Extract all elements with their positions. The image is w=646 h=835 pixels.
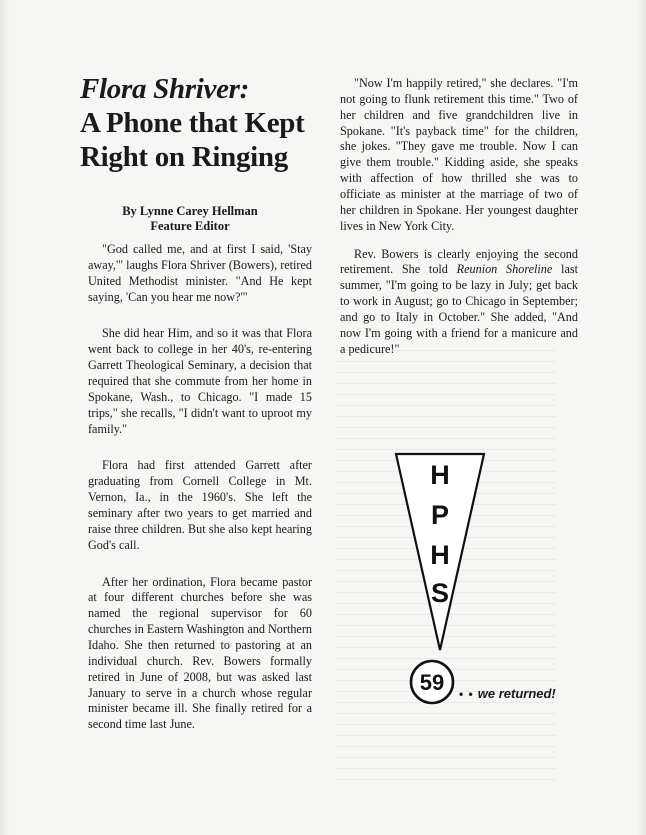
badge-number: 59 — [419, 670, 445, 695]
tagline-dots: • • — [459, 687, 474, 701]
pennant-letter: P — [430, 500, 450, 530]
paragraph: "God called me, and at first I said, 'Stay away,'" laughs Flora Shriver (Bowers), retired United Methodist minister. "And He kept saying, 'Can you hear me now?'" — [88, 242, 312, 304]
article-title — [80, 72, 320, 175]
class-year-badge — [409, 659, 455, 705]
left-column — [88, 242, 312, 754]
paragraph — [340, 247, 578, 358]
tagline — [459, 686, 569, 701]
paragraph: Flora had first attended Garrett after graduating from Cornell College in Mt. Vernon, Ia., in the 1960's. She left the seminary after two years to get married and raise three children. But she also kept hearing God's call. — [88, 458, 312, 552]
pennant-letter: H — [430, 540, 450, 570]
pennant-icon — [394, 452, 486, 652]
paragraph: "Now I'm happily retired," she declares. "I'm not going to flunk retirement this time." Two of her children and five grandchildren live in Spokane. "It's payback time" for the children, she jokes. "They gave me trouble. Now I can give them trouble." Kidding aside, she speaks with affection of how thrilled she was to officiate as minister at the marriage of two of her children in Spokane. Her youngest daughter lives in New York City. — [340, 76, 578, 233]
publication-name: Reunion Shoreline — [456, 262, 553, 277]
paragraph-text: last summer, "I'm going to be lazy in July; get back to work in August; go to Chicago in September; and go to Italy in October." She added, "And now I'm going with a friend for a manicure and a pedicure!" — [340, 262, 578, 356]
pennant-letter: H — [430, 460, 450, 490]
byline-author: By Lynne Carey Hellman — [122, 204, 258, 218]
tagline-text: we returned! — [477, 686, 556, 701]
paragraph: After her ordination, Flora became pastor at four different churches before she was named the regional supervisor for 60 churches in Eastern Washington and Northern Idaho. She then returned to pastoring at an individual church. Rev. Bowers formally retired in June of 2008, but was asked last January to serve in a church whose regular minister became ill. She finally retired for a second time last June. — [88, 574, 312, 732]
right-column — [340, 76, 578, 379]
pennant-letter: S — [430, 578, 450, 608]
byline — [100, 204, 280, 234]
byline-role: Feature Editor — [150, 219, 230, 233]
paragraph-text: Rev. Bowers is clearly enjoying the second retirement. She told — [340, 246, 578, 277]
title-name: Flora Shriver: — [80, 73, 250, 105]
paragraph: She did hear Him, and so it was that Flora went back to college in her 40's, re-entering Garrett Theological Seminary, a decision that required that she commute from her home in Spokane, Wash., to Chicago. "I made 15 trips," she recalls, "I didn't want to uproot my family." — [88, 326, 312, 436]
title-subtitle: A Phone that Kept Right on Ringing — [80, 107, 305, 174]
